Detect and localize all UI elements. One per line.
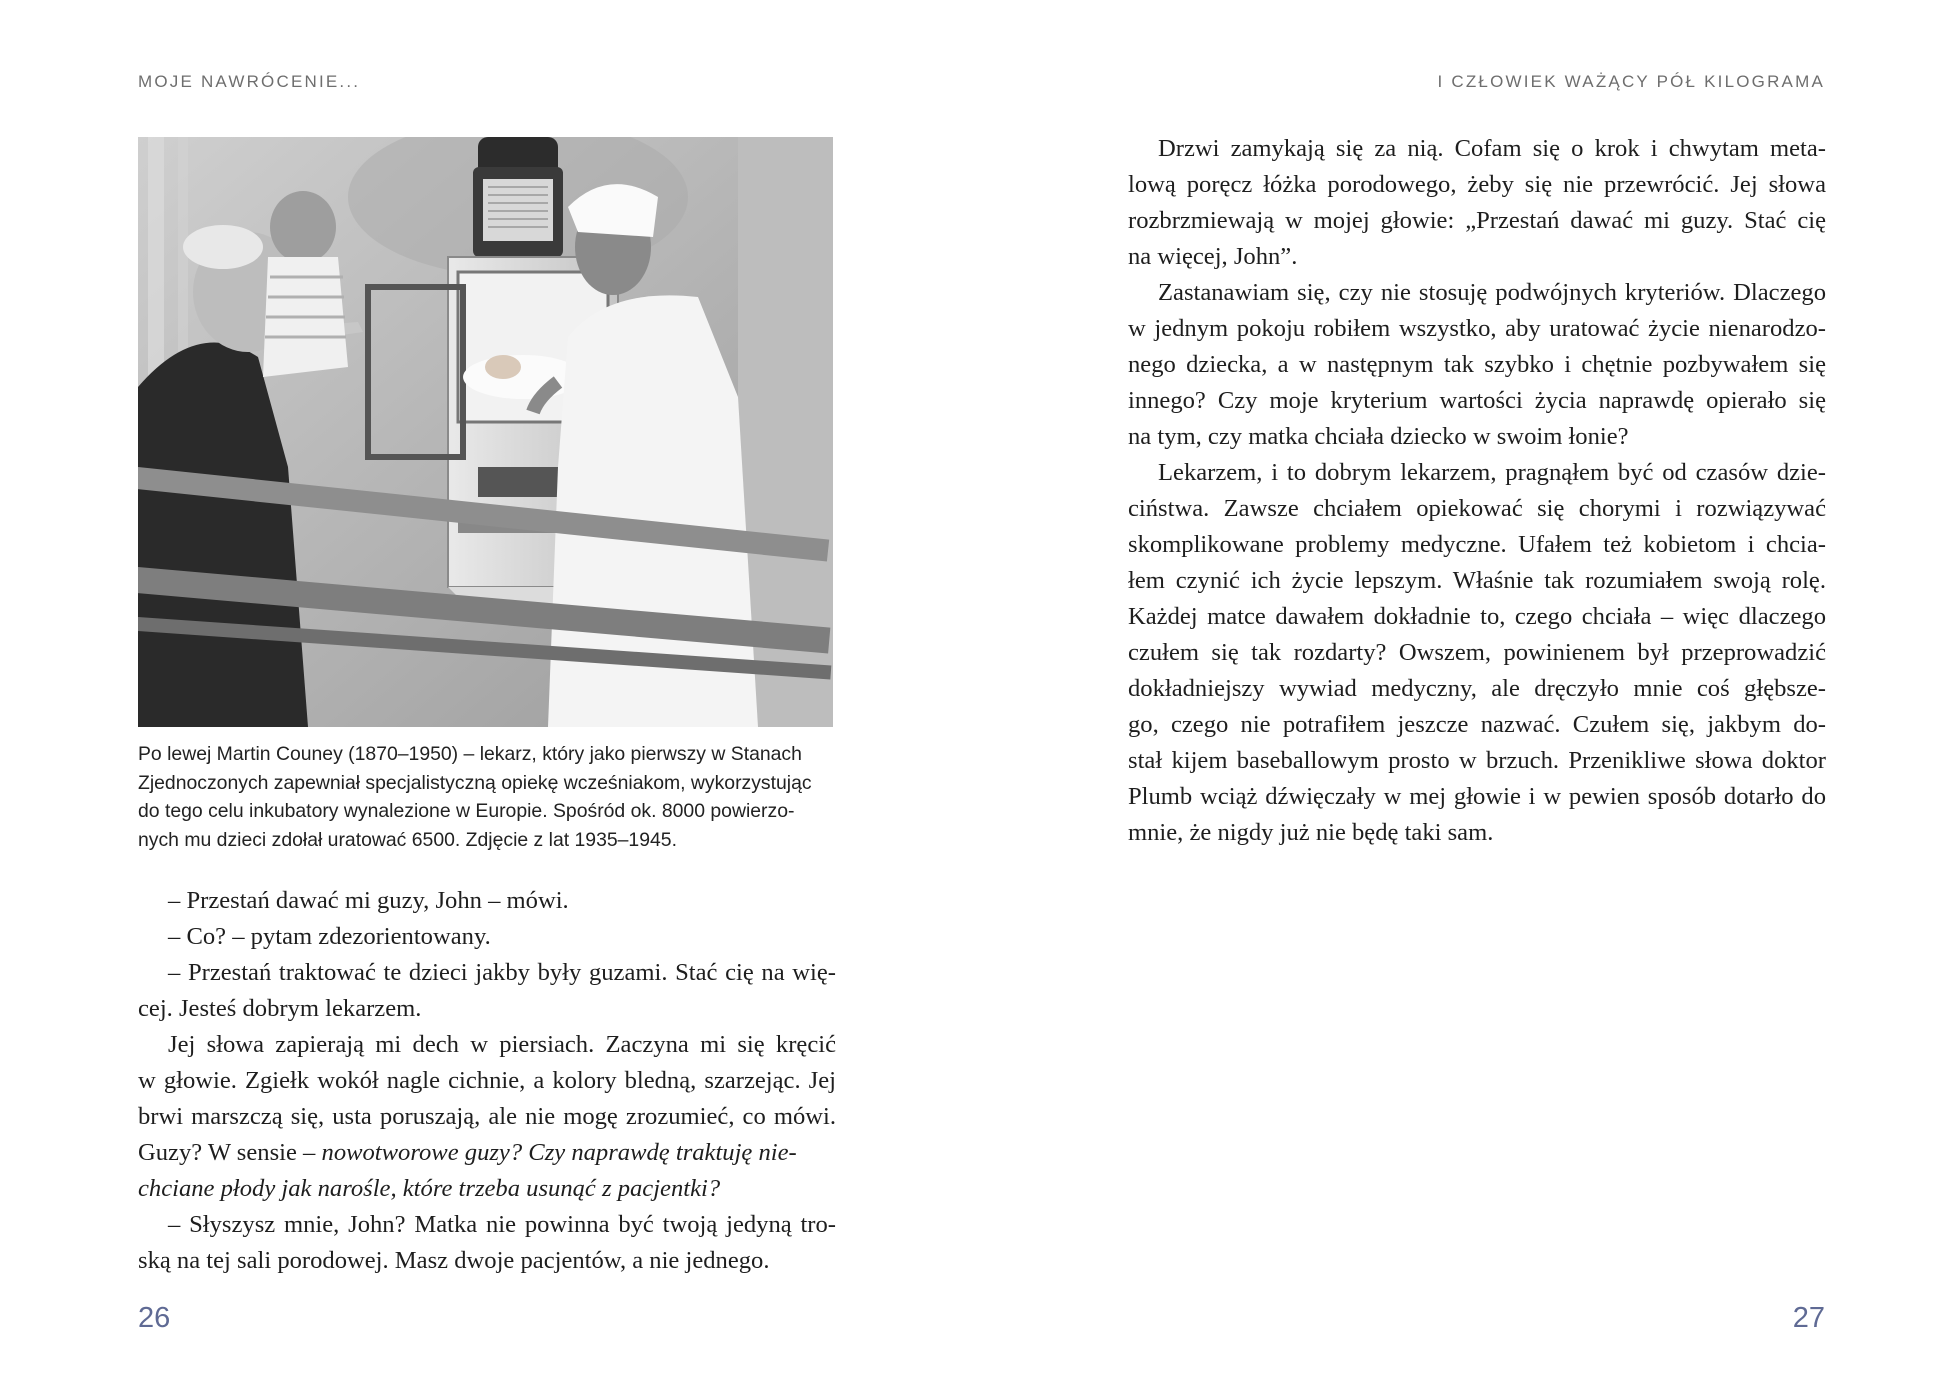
running-head-left: MOJE NAWRÓCENIE... [138,72,361,91]
text-line: rozbrzmiewają w mojej głowie: „Przestań dawać mi guzy. Stać cię [1128,207,1826,234]
text-line: ską na tej sali porodowej. Masz dwoje pacjentów, a nie jednego. [138,1247,770,1274]
text-line: – Przestań dawać mi guzy, John – mówi. [168,887,569,914]
photo-caption [138,740,836,854]
page-number-left: 26 [138,1302,171,1334]
text-line: Zastanawiam się, czy nie stosuję podwójnych kryteriów. Dlaczego [1158,279,1826,306]
text-line: łem czynić ich życie lepszym. Właśnie tak rozumiałem swoją rolę. [1128,567,1826,594]
text-line: stał kijem baseballowym prosto w brzuch. Przenikliwe słowa doktor [1128,747,1826,774]
text-line: na więcej, John”. [1128,243,1298,270]
text-line: go, czego nie potrafiłem jeszcze nazwać. Czułem się, jakbym do- [1128,711,1826,738]
left-page [0,0,974,1388]
running-head-right: I CZŁOWIEK WAŻĄCY PÓŁ KILOGRAMA [1437,72,1825,91]
text-line: czułem się tak rozdarty? Owszem, powinienem był przeprowadzić [1128,639,1826,666]
text-line: na tym, czy matka chciała dziecko w swoim łonie? [1128,423,1629,450]
body-text-right [1128,131,1826,851]
page-number-right: 27 [1792,1302,1825,1334]
text-line: dokładniejszy wywiad medyczny, ale dręczyło mnie coś głębsze- [1128,675,1826,702]
text-line: Drzwi zamykają się za nią. Cofam się o krok i chwytam meta- [1158,135,1826,162]
text-fragment: Guzy? W sensie – [138,1139,322,1166]
italic-text-fragment: nowotworowe guzy? Czy naprawdę traktuję nie- [321,1139,797,1166]
caption-line: nych mu dzieci zdołał uratować 6500. Zdjęcie z lat 1935–1945. [138,828,677,851]
text-line: Jej słowa zapierają mi dech w piersiach. Zaczyna mi się kręcić [168,1031,836,1058]
text-line: w głowie. Zgiełk wokół nagle cichnie, a kolory bledną, szarzejąc. Jej [138,1067,836,1094]
text-line: Każdej matce dawałem dokładnie to, czego chciała – więc dlaczego [1128,603,1826,630]
text-line: brwi marszczą się, usta poruszają, ale nie mogę zrozumieć, co mówi. [138,1103,836,1130]
text-line: w jednym pokoju robiłem wszystko, aby uratować życie nienarodzo- [1128,315,1826,342]
italic-text-line: chciane płody jak narośle, które trzeba usunąć z pacjentki? [138,1175,721,1202]
right-page [975,0,1949,1388]
text-line: – Słyszysz mnie, John? Matka nie powinna być twoją jedyną tro- [168,1211,836,1238]
caption-line: Po lewej Martin Couney (1870–1950) – lekarz, który jako pierwszy w Stanach [138,743,802,765]
body-text-left [138,883,836,1279]
text-line: mnie, że nigdy już nie będę taki sam. [1128,819,1494,846]
text-line: skomplikowane problemy medyczne. Ufałem też kobietom i chcia- [1128,531,1826,558]
caption-line: do tego celu inkubatory wynalezione w Europie. Spośród ok. 8000 powierzo- [138,800,795,822]
text-line [138,1135,836,1171]
text-line: – Przestań traktować te dzieci jakby były guzami. Stać cię na wię- [168,959,836,986]
historical-photo [138,137,833,727]
text-line: ciństwa. Zawsze chciałem opiekować się chorymi i rozwiązywać [1128,495,1826,522]
text-line: cej. Jesteś dobrym lekarzem. [138,995,422,1022]
photo-illustration [138,137,833,727]
caption-line: Zjednoczonych zapewniał specjalistyczną opiekę wcześniakom, wykorzystując [138,771,812,794]
text-line: Plumb wciąż dźwięczały w mej głowie i w pewien sposób dotarło do [1128,783,1826,810]
text-line: innego? Czy moje kryterium wartości życia naprawdę opierało się [1128,387,1826,414]
text-line: nego dziecka, a w następnym tak szybko i chętnie pozbywałem się [1128,351,1826,378]
text-line: – Co? – pytam zdezorientowany. [168,923,491,950]
text-line: Lekarzem, i to dobrym lekarzem, pragnąłem być od czasów dzie- [1158,459,1826,486]
text-line: lową poręcz łóżka porodowego, żeby się nie przewrócić. Jej słowa [1128,171,1826,198]
